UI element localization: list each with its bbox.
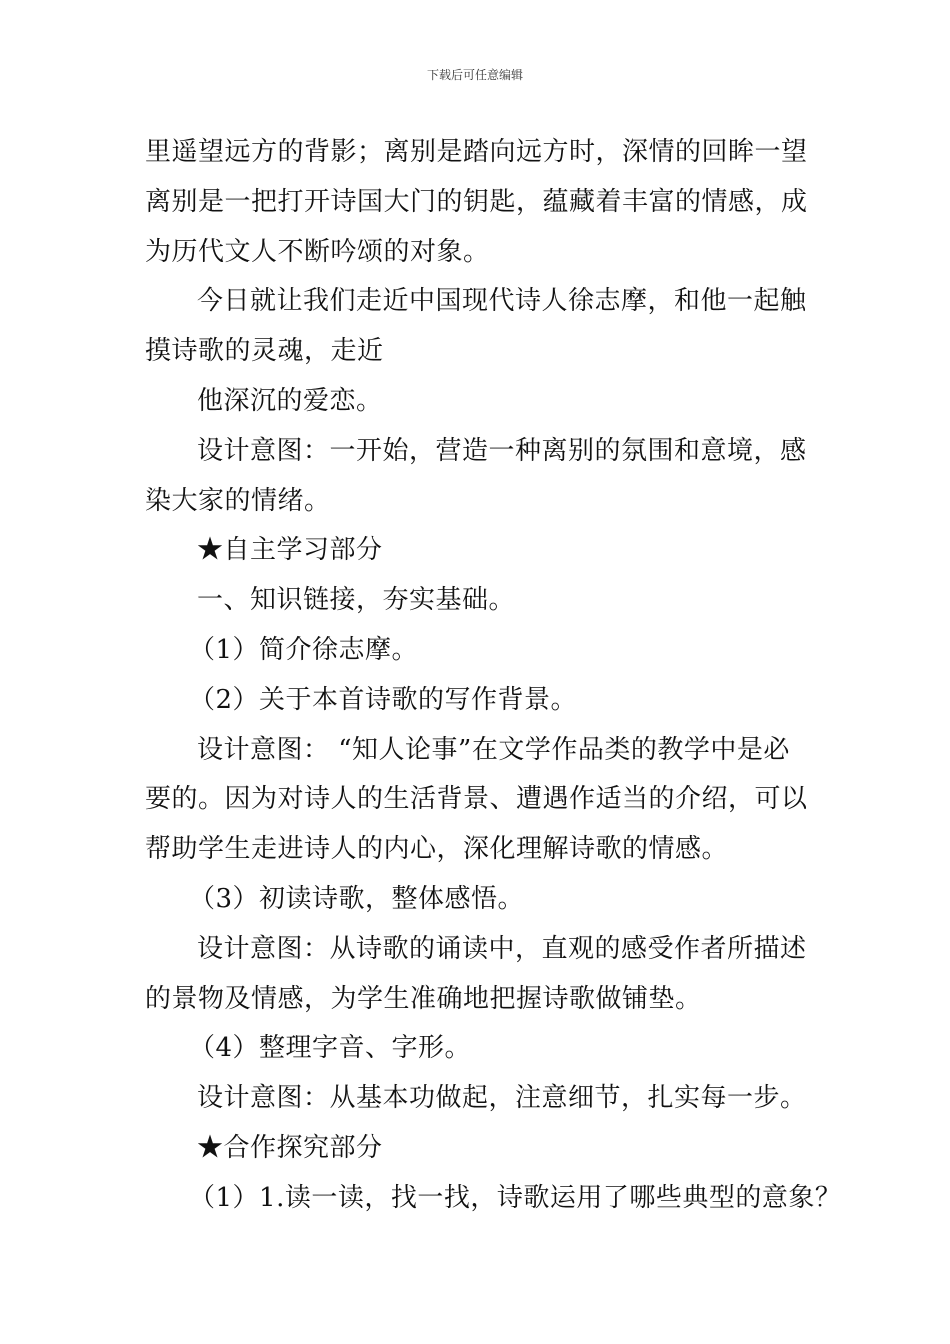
- text-line: 一、知识链接，夯实基础。: [197, 585, 516, 616]
- text-line: （1）1.读一读，找一找，诗歌运用了哪些典型的意象？: [189, 1182, 842, 1213]
- text-line: 为历代文人不断吟颂的对象。: [145, 236, 490, 267]
- section-heading: ★合作探究部分: [197, 1132, 383, 1163]
- text-line: （3）初读诗歌，整体感悟。: [189, 883, 525, 914]
- text-line: 帮助学生走进诗人的内心，深化理解诗歌的情感。: [145, 834, 729, 865]
- text-line: 今日就让我们走近中国现代诗人徐志摩，和他一起触: [197, 286, 807, 317]
- section-heading: ★自主学习部分: [197, 535, 383, 566]
- text-line: 要的。因为对诗人的生活背景、遭遇作适当的介绍，可以: [145, 784, 808, 815]
- page-header-note: 下载后可任意编辑: [426, 68, 523, 82]
- text-line: 设计意图：从基本功做起，注意细节，扎实每一步。: [197, 1083, 807, 1114]
- text-line: 设计意图：一开始，营造一种离别的氛围和意境，感: [197, 435, 807, 466]
- text-line: 里遥望远方的背影；离别是踏向远方时，深情的回眸一望: [145, 137, 808, 167]
- text-line: 离别是一把打开诗国大门的钥匙，蕴藏着丰富的情感，成: [145, 186, 808, 217]
- text-line: （4）整理字音、字形。: [189, 1033, 472, 1064]
- text-line: 他深沉的爱恋。: [197, 385, 383, 416]
- document-body: [145, 128, 842, 1224]
- text-line: （2）关于本首诗歌的写作背景。: [189, 684, 578, 715]
- text-line: 摸诗歌的灵魂，走近: [145, 336, 384, 367]
- text-line: （1）简介徐志摩。: [189, 634, 419, 665]
- text-line: 染大家的情绪。: [145, 485, 331, 516]
- text-line: 的景物及情感，为学生准确地把握诗歌做铺垫。: [145, 983, 702, 1014]
- text-line: 设计意图： “知人论事”在文学作品类的教学中是必: [197, 734, 790, 765]
- text-line: 设计意图：从诗歌的诵读中，直观的感受作者所描述: [197, 933, 807, 964]
